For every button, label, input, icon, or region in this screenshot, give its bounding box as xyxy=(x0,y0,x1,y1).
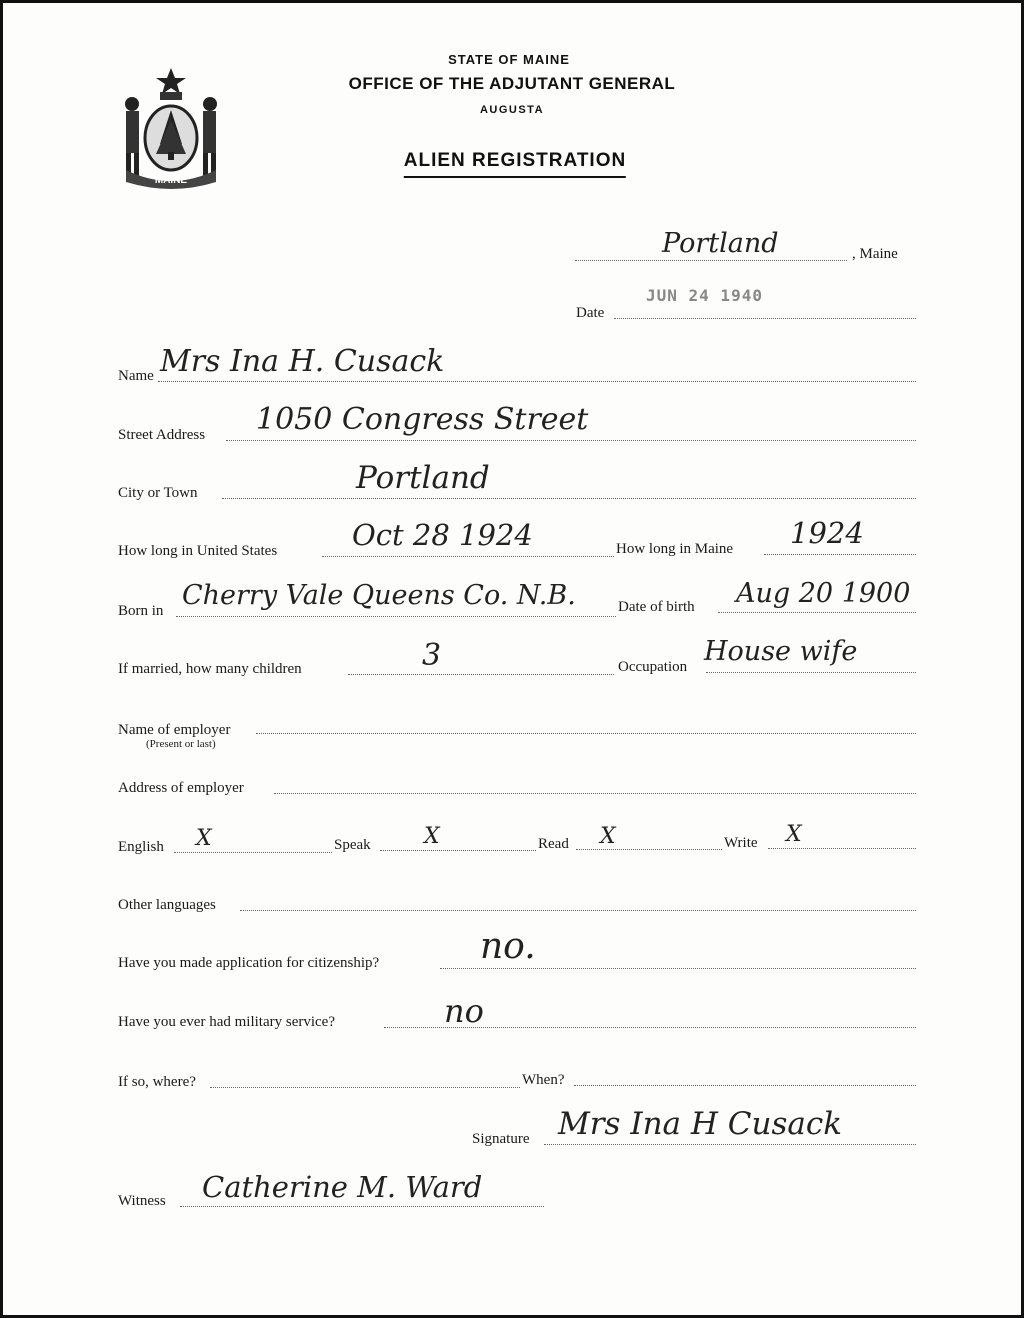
other-languages-label: Other languages xyxy=(118,897,216,913)
maine-label: , Maine xyxy=(852,246,898,262)
write-line xyxy=(768,848,916,849)
witness-line xyxy=(180,1206,544,1207)
speak-value: X xyxy=(424,824,440,849)
witness-label: Witness xyxy=(118,1193,166,1209)
employer-address-line xyxy=(274,793,916,794)
how-long-maine-label: How long in Maine xyxy=(616,541,734,557)
place-line xyxy=(575,260,847,261)
military-value: no xyxy=(444,992,484,1030)
seal-text: MAINE xyxy=(154,175,188,186)
date-label: Date xyxy=(576,305,605,321)
when-line xyxy=(574,1085,916,1086)
signature-value: Mrs Ina H Cusack xyxy=(558,1106,842,1142)
date-of-birth-value: Aug 20 1900 xyxy=(736,578,911,609)
write-label: Write xyxy=(724,835,758,851)
signature-label: Signature xyxy=(472,1131,530,1147)
date-line xyxy=(614,318,916,319)
witness-value: Catherine M. Ward xyxy=(202,1170,483,1204)
date-stamp: JUN 24 1940 xyxy=(646,286,763,305)
name-line xyxy=(158,381,916,382)
occupation-label: Occupation xyxy=(618,659,688,675)
born-in-value: Cherry Vale Queens Co. N.B. xyxy=(182,580,576,611)
date-of-birth-label: Date of birth xyxy=(618,599,695,615)
if-so-where-label: If so, where? xyxy=(118,1074,196,1090)
how-long-maine-value: 1924 xyxy=(790,516,864,550)
how-long-us-value: Oct 28 1924 xyxy=(352,518,533,552)
read-label: Read xyxy=(538,836,569,852)
children-line xyxy=(348,674,614,675)
employer-name-line xyxy=(256,733,916,734)
how-long-us-line xyxy=(322,556,614,557)
english-value: X xyxy=(196,826,212,851)
form-title: ALIEN REGISTRATION xyxy=(404,150,626,178)
read-value: X xyxy=(600,824,616,849)
military-label: Have you ever had military service? xyxy=(118,1014,335,1030)
street-address-value: 1050 Congress Street xyxy=(256,402,589,437)
write-value: X xyxy=(786,822,802,847)
name-label: Name xyxy=(118,368,154,384)
citizenship-label: Have you made application for citizenship? xyxy=(118,955,380,971)
if-so-where-line xyxy=(210,1087,520,1088)
read-line xyxy=(576,849,722,850)
occupation-value: House wife xyxy=(704,636,858,667)
born-in-line xyxy=(176,616,616,617)
employer-address-label: Address of employer xyxy=(118,780,244,796)
signature-line xyxy=(544,1144,916,1145)
how-long-us-label: How long in United States xyxy=(118,543,278,559)
citizenship-value: no. xyxy=(480,926,536,967)
children-value: 3 xyxy=(422,638,442,673)
date-of-birth-line xyxy=(718,612,916,613)
city-label: City or Town xyxy=(118,485,198,501)
employer-name-label: Name of employer xyxy=(118,722,231,738)
street-address-label: Street Address xyxy=(118,427,206,443)
header-office: OFFICE OF THE ADJUTANT GENERAL xyxy=(348,74,676,93)
header-city: AUGUSTA xyxy=(479,104,545,116)
city-line xyxy=(222,498,916,499)
street-address-line xyxy=(226,440,916,441)
occupation-line xyxy=(706,672,916,673)
how-long-maine-line xyxy=(764,554,916,555)
city-value: Portland xyxy=(356,460,490,496)
other-languages-line xyxy=(240,910,916,911)
citizenship-line xyxy=(440,968,916,969)
when-label: When? xyxy=(522,1072,565,1088)
name-value: Mrs Ina H. Cusack xyxy=(160,344,445,379)
employer-name-sublabel: (Present or last) xyxy=(146,738,216,750)
english-line xyxy=(174,852,332,853)
place-value: Portland xyxy=(662,228,779,259)
children-label: If married, how many children xyxy=(118,661,302,677)
english-label: English xyxy=(118,839,164,855)
header-state: STATE OF MAINE xyxy=(448,52,570,67)
born-in-label: Born in xyxy=(118,603,164,619)
speak-label: Speak xyxy=(334,837,371,853)
speak-line xyxy=(380,850,536,851)
